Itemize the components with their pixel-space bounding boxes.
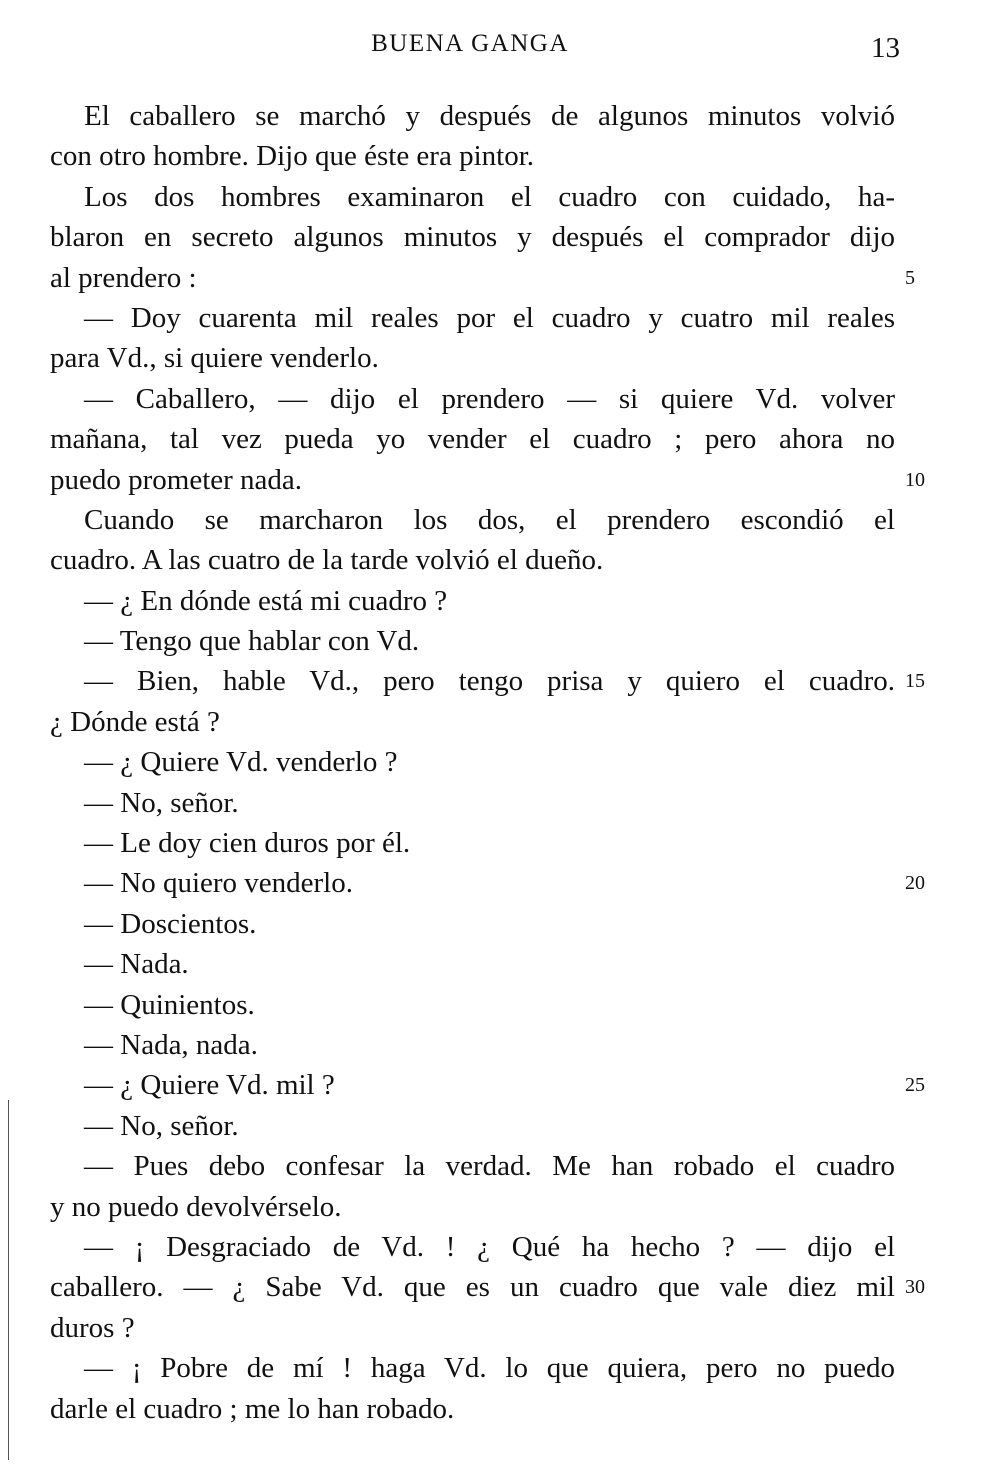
text-line	[50, 1146, 895, 1186]
text-line	[50, 1308, 895, 1348]
text-line	[50, 1267, 925, 1307]
text-line	[50, 1187, 895, 1227]
text-line	[50, 1025, 895, 1065]
text-line	[50, 1389, 895, 1429]
line-text: Los dos hombres examinaron el cuadro con cuidado, ha-	[84, 180, 895, 213]
line-text: cuadro. A las cuatro de la tarde volvió el dueño.	[50, 544, 604, 577]
line-text: blaron en secreto algunos minutos y después el comprador dijo	[50, 221, 895, 254]
line-text: Cuando se marcharon los dos, el prendero escondió el	[84, 503, 895, 536]
line-text: — Doscientos.	[84, 907, 257, 940]
text-line	[50, 1227, 895, 1267]
text-line	[50, 823, 895, 863]
line-text: — Caballero, — dijo el prendero — si quiere Vd. volver	[84, 382, 895, 415]
line-number: 25	[905, 1074, 925, 1097]
line-number: 5	[905, 266, 915, 289]
line-text: — Tengo que hablar con Vd.	[84, 625, 420, 658]
text-line	[50, 460, 925, 500]
page-number: 13	[871, 32, 900, 64]
body-text	[50, 96, 925, 1429]
text-line	[50, 540, 895, 580]
text-line	[50, 1348, 895, 1388]
text-line	[50, 1065, 925, 1105]
line-text: caballero. — ¿ Sabe Vd. que es un cuadro que vale diez mil	[50, 1271, 895, 1304]
line-text: — ¿ En dónde está mi cuadro ?	[84, 584, 448, 617]
running-title: BUENA GANGA	[371, 30, 569, 57]
text-line	[50, 136, 895, 176]
text-line	[50, 177, 895, 217]
line-text: — No, señor.	[84, 1109, 239, 1142]
line-text: duros ?	[50, 1311, 135, 1344]
line-text: con otro hombre. Dijo que éste era pintor.	[50, 140, 535, 173]
line-text: — Quinientos.	[84, 988, 255, 1021]
text-line	[50, 217, 895, 257]
line-text: ¿ Dónde está ?	[50, 705, 220, 738]
text-line	[50, 863, 925, 903]
line-text: — ¿ Quiere Vd. venderlo ?	[84, 746, 398, 779]
text-line	[50, 985, 895, 1025]
line-text: mañana, tal vez pueda yo vender el cuadro ; pero ahora no	[50, 423, 895, 456]
line-number: 15	[905, 670, 925, 693]
text-line	[50, 258, 915, 298]
margin-rule	[8, 1100, 9, 1460]
text-line	[50, 96, 895, 136]
text-line	[50, 338, 895, 378]
line-number: 10	[905, 468, 925, 491]
text-line	[50, 419, 895, 459]
text-line	[50, 379, 895, 419]
text-line	[50, 702, 895, 742]
text-line	[50, 621, 895, 661]
line-text: para Vd., si quiere venderlo.	[50, 342, 379, 375]
text-line	[50, 1106, 895, 1146]
line-text: y no puedo devolvérselo.	[50, 1190, 342, 1223]
text-line	[50, 581, 895, 621]
line-text: al prendero :	[50, 261, 197, 294]
line-text: El caballero se marchó y después de algunos minutos volvió	[84, 100, 895, 132]
line-text: — Nada.	[84, 948, 189, 981]
line-text: puedo prometer nada.	[50, 463, 303, 496]
text-line	[50, 944, 895, 984]
line-text: — No quiero venderlo.	[84, 867, 353, 900]
line-text: — Pues debo confesar la verdad. Me han robado el cuadro	[84, 1150, 895, 1183]
text-line	[50, 783, 895, 823]
line-text: — ¿ Quiere Vd. mil ?	[84, 1069, 335, 1102]
line-text: — Bien, hable Vd., pero tengo prisa y quiero el cuadro.	[84, 665, 895, 698]
line-text: — ¡ Desgraciado de Vd. ! ¿ Qué ha hecho ? — dijo el	[84, 1230, 895, 1263]
line-text: — Doy cuarenta mil reales por el cuadro y cuatro mil reales	[84, 301, 895, 334]
text-line	[50, 742, 895, 782]
text-line	[50, 661, 925, 701]
line-text: — Le doy cien duros por él.	[84, 827, 411, 860]
line-text: — Nada, nada.	[84, 1028, 258, 1061]
line-number: 30	[905, 1276, 925, 1299]
line-number: 20	[905, 872, 925, 895]
line-text: darle el cuadro ; me lo han robado.	[50, 1392, 455, 1425]
line-text: — No, señor.	[84, 786, 239, 819]
line-text: — ¡ Pobre de mí ! haga Vd. lo que quiera, pero no puedo	[84, 1352, 895, 1385]
text-line	[50, 298, 895, 338]
text-line	[50, 904, 895, 944]
text-line	[50, 500, 895, 540]
